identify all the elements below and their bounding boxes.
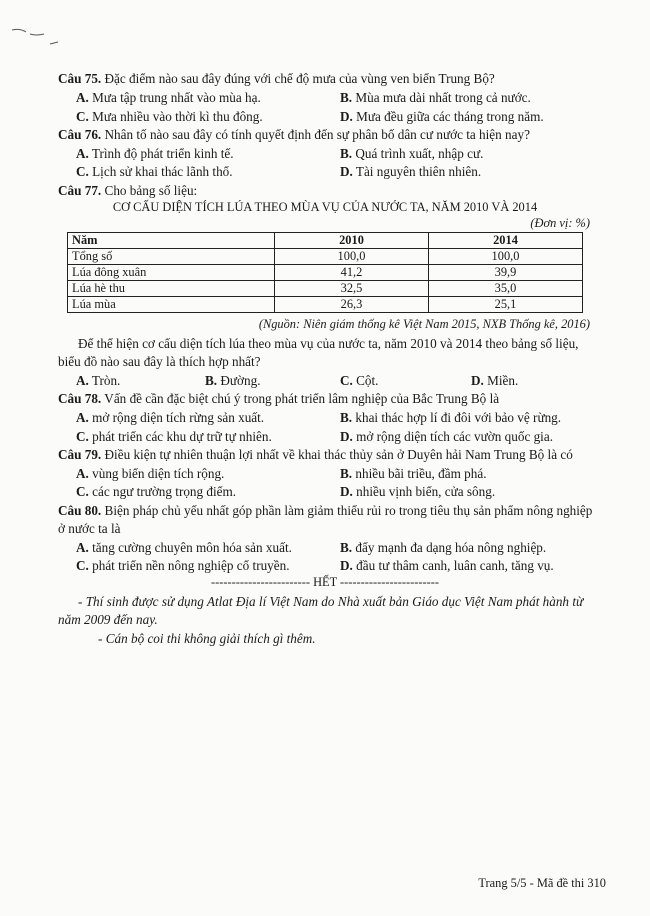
note-atlat-line2: năm 2009 đến nay. (58, 612, 158, 627)
question-text: Cho bảng số liệu: (104, 183, 198, 198)
option-76-a: A. Trình độ phát triển kinh tế. (76, 146, 234, 161)
question-80-line2: ở nước ta là (58, 521, 121, 536)
question-79 (58, 447, 573, 463)
option-79-d: D. nhiều vịnh biển, cửa sông. (340, 484, 496, 499)
pen-mark-decoration (10, 20, 70, 50)
question-label: Câu 79. (58, 447, 102, 462)
option-77-b: B. Đường. (205, 373, 261, 388)
question-label: Câu 77. (58, 183, 102, 198)
option-79-a: A. vùng biển diện tích rộng. (76, 466, 225, 481)
header-cell: 2010 (275, 233, 429, 249)
table-row: Lúa hè thu 32,5 35,0 (68, 281, 583, 297)
question-text: Vấn đề cần đặc biệt chú ý trong phát triển lâm nghiệp của Bắc Trung Bộ là (104, 391, 500, 406)
question-text: Biện pháp chủ yếu nhất góp phần làm giảm thiểu rủi ro trong tiêu thụ sản phẩm nông nghiệp (104, 503, 593, 518)
table-unit: (Đơn vị: %) (530, 216, 590, 230)
header-cell: 2014 (429, 233, 583, 249)
question-80 (58, 503, 592, 519)
question-77-prompt-line2: biểu đồ nào sau đây là thích hợp nhất? (58, 354, 261, 369)
option-78-c: C. phát triển các khu dự trữ tự nhiên. (76, 429, 272, 444)
header-cell: Năm (68, 233, 275, 249)
question-76 (58, 127, 530, 143)
data-table (67, 232, 583, 313)
question-label: Câu 75. (58, 71, 102, 86)
option-80-d: D. đầu tư thâm canh, luân canh, tăng vụ. (340, 558, 554, 573)
option-78-b: B. khai thác hợp lí đi đôi với bảo vệ rừng. (340, 410, 562, 425)
end-marker: ------------------------ HẾT ------------------------ (210, 575, 440, 589)
question-label: Câu 76. (58, 127, 102, 142)
question-text: Đặc điểm nào sau đây đúng với chế độ mưa của vùng ven biển Trung Bộ? (104, 71, 495, 86)
question-78 (58, 391, 499, 407)
option-77-d: D. Miền. (471, 373, 519, 388)
option-80-c: C. phát triển nền nông nghiệp cổ truyền. (76, 558, 290, 573)
table-title: CƠ CẤU DIỆN TÍCH LÚA THEO MÙA VỤ CỦA NƯỚC TA, NĂM 2010 VÀ 2014 (112, 200, 538, 214)
question-text: Nhân tố nào sau đây có tính quyết định đến sự phân bố dân cư nước ta hiện nay? (104, 127, 530, 142)
option-80-b: B. đẩy mạnh đa dạng hóa nông nghiệp. (340, 540, 547, 555)
question-77 (58, 183, 197, 199)
page-footer: Trang 5/5 - Mã đề thi 310 (478, 876, 606, 890)
option-76-c: C. Lịch sử khai thác lãnh thổ. (76, 164, 233, 179)
option-78-a: A. mở rộng diện tích rừng sản xuất. (76, 410, 265, 425)
table-source: (Nguồn: Niên giám thống kê Việt Nam 2015, NXB Thống kê, 2016) (258, 317, 590, 331)
note-proctor: - Cán bộ coi thi không giải thích gì thêm. (98, 631, 316, 646)
option-79-b: B. nhiều bãi triều, đầm phá. (340, 466, 487, 481)
option-80-a: A. tăng cường chuyên môn hóa sản xuất. (76, 540, 292, 555)
table-row: Lúa mùa 26,3 25,1 (68, 297, 583, 313)
option-76-b: B. Quá trình xuất, nhập cư. (340, 146, 484, 161)
note-atlat-line1: - Thí sinh được sử dụng Atlat Địa lí Việt Nam do Nhà xuất bản Giáo dục Việt Nam phát hành từ (78, 594, 584, 609)
table-row: Lúa đông xuân 41,2 39,9 (68, 265, 583, 281)
option-77-c: C. Cột. (340, 373, 379, 388)
option-78-d: D. mở rộng diện tích các vườn quốc gia. (340, 429, 553, 444)
table-header-row (68, 233, 583, 249)
option-75-d: D. Mưa đều giữa các tháng trong năm. (340, 109, 544, 124)
question-label: Câu 78. (58, 391, 102, 406)
option-75-b: B. Mùa mưa dài nhất trong cả nước. (340, 90, 531, 105)
table-row: Tổng số 100,0 100,0 (68, 249, 583, 265)
option-75-a: A. Mưa tập trung nhất vào mùa hạ. (76, 90, 261, 105)
question-77-prompt-line1: Để thể hiện cơ cấu diện tích lúa theo mùa vụ của nước ta, năm 2010 và 2014 theo bảng số liệu, (78, 336, 579, 351)
option-77-a: A. Tròn. (76, 373, 121, 388)
option-76-d: D. Tài nguyên thiên nhiên. (340, 164, 482, 179)
question-text: Điều kiện tự nhiên thuận lợi nhất về khai thác thủy sản ở Duyên hải Nam Trung Bộ là có (104, 447, 573, 462)
question-label: Câu 80. (58, 503, 102, 518)
option-79-c: C. các ngư trường trọng điểm. (76, 484, 237, 499)
question-75 (58, 71, 495, 87)
option-75-c: C. Mưa nhiều vào thời kì thu đông. (76, 109, 263, 124)
